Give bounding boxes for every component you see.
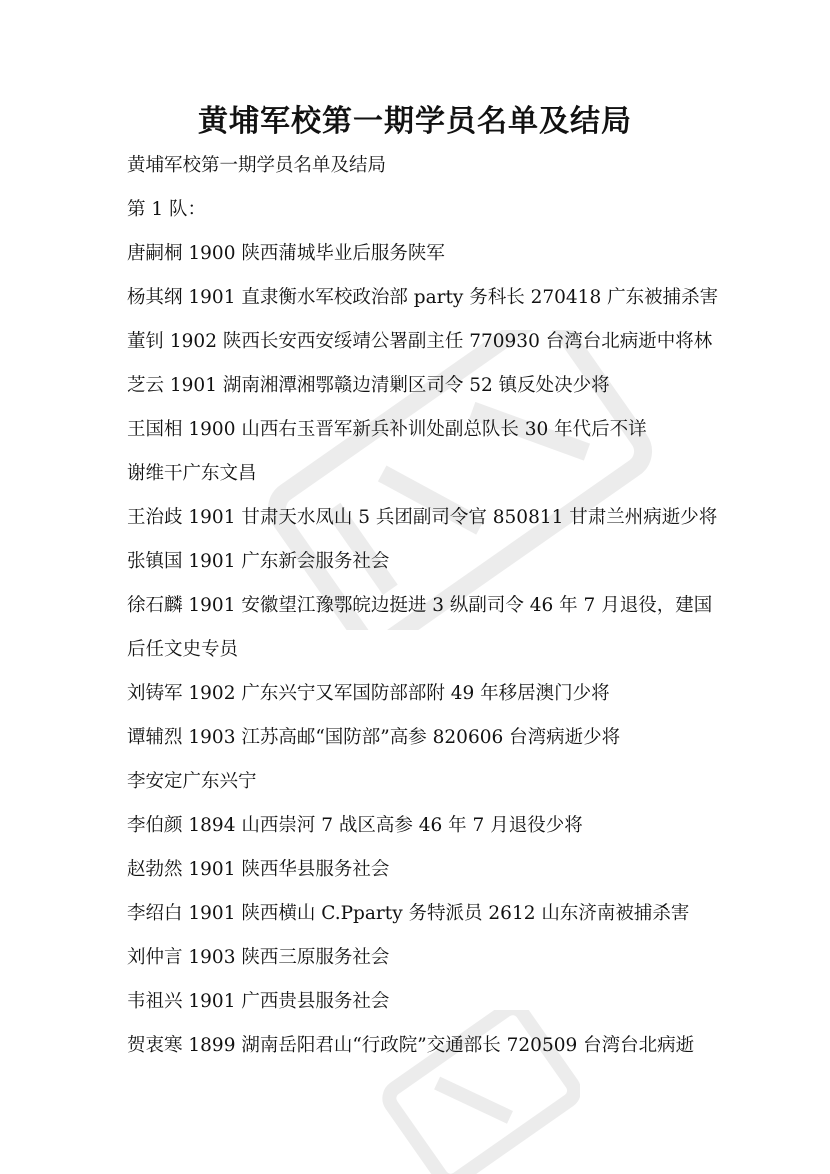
text-line: 刘仲言 1903 陕西三原服务社会 (127, 947, 390, 968)
text-line: 第 1 队： (127, 199, 207, 220)
text-line: 李绍白 1901 陕西横山 C.Pparty 务特派员 2612 山东济南被捕杀害 (127, 903, 690, 924)
document-title: 黄埔军校第一期学员名单及结局 (198, 104, 632, 139)
text-line: 王国相 1900 山西右玉晋军新兵补训处副总队长 30 年代后不详 (127, 419, 647, 440)
text-line: 谭辅烈 1903 江苏高邮“国防部”高参 820606 台湾病逝少将 (127, 727, 621, 748)
text-line: 芝云 1901 湖南湘潭湘鄂赣边清剿区司令 52 镇反处决少将 (127, 375, 610, 396)
text-line: 后任文史专员 (127, 639, 239, 660)
text-line: 刘铸军 1902 广东兴宁又军国防部部附 49 年移居澳门少将 (127, 683, 610, 704)
text-line: 李安定广东兴宁 (127, 771, 257, 792)
text-line: 赵勃然 1901 陕西华县服务社会 (127, 859, 390, 880)
document-body (127, 146, 727, 1070)
text-line: 谢维干广东文昌 (127, 463, 257, 484)
text-line: 韦祖兴 1901 广西贵县服务社会 (127, 991, 390, 1012)
text-line: 唐嗣桐 1900 陕西蒲城毕业后服务陕军 (127, 243, 445, 264)
text-line: 董钊 1902 陕西长安西安绥靖公署副主任 770930 台湾台北病逝中将林 (127, 331, 713, 352)
text-line: 黄埔军校第一期学员名单及结局 (127, 155, 387, 176)
text-line: 李伯颜 1894 山西崇河 7 战区高参 46 年 7 月退役少将 (127, 815, 583, 836)
text-line: 贺衷寒 1899 湖南岳阳君山“行政院”交通部长 720509 台湾台北病逝 (127, 1035, 695, 1056)
text-line: 杨其纲 1901 直隶衡水军校政治部 party 务科长 270418 广东被捕杀害 (127, 287, 719, 308)
text-line: 张镇国 1901 广东新会服务社会 (127, 551, 390, 572)
text-line: 徐石麟 1901 安徽望江豫鄂皖边挺进 3 纵副司令 46 年 7 月退役，建国 (127, 595, 713, 616)
text-line: 王治歧 1901 甘肃天水凤山 5 兵团副司令官 850811 甘肃兰州病逝少将 (127, 507, 718, 528)
